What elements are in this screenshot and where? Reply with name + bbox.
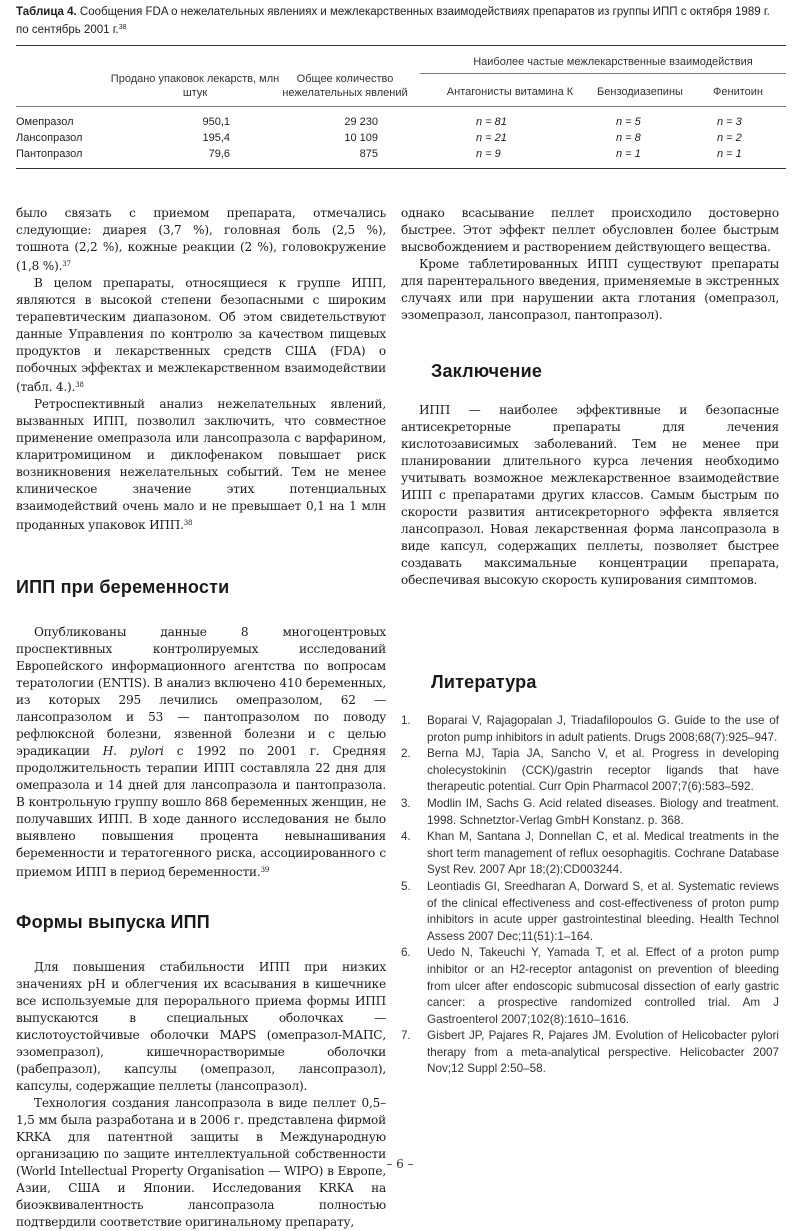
table-cell-vitk: n = 81 (476, 116, 507, 128)
table-header-rule (16, 106, 786, 107)
citation-ref: 38 (183, 519, 193, 527)
reference-number: 6. (401, 946, 411, 960)
paragraph-text: Опубликованы данные 8 многоцентровых проспективных контролируемых исследований Европейского информационного агентства по вопросам тератологии (ENTIS). В анализ включено 410 беременных, из которых 295 лечились омепразолом, 62 — лансопразолом и 53 — пантопразолом по поводу рефлюксной болезни, язвенной болезни и с целью эрадикации (16, 625, 386, 758)
reference-text: Modlin IM, Sachs G. Acid related diseases. Biology and treatment. 1998. Schnetztor-Verlag GmbH Konstanz. p. 368. (427, 796, 779, 827)
body-paragraph (401, 402, 779, 589)
table-cell-adverse: 10 109 (344, 132, 378, 144)
table-cell-vitk: n = 21 (476, 132, 507, 144)
table-cell-phenytoin: n = 3 (717, 116, 742, 128)
paragraph-text: Ретроспективный анализ нежелательных явлений, вызванных ИПП, позволил заключить, что совместное применение омепразола или лансопразола с варфарином, кларитромицином и диклофенаком повышает риск возникновения нежелательных событий. Тем не менее клиническое значение этих потенциальных взаимодействий очень мало и не превышает 0,1 на 1 млн проданных упаковок ИПП. (16, 397, 386, 532)
table-cell-drug: Лансопразол (16, 132, 83, 144)
reference-item (401, 746, 779, 796)
reference-number: 4. (401, 830, 411, 844)
reference-text: Boparai V, Rajagopalan J, Triadafilopoulos G. Guide to the use of proton pump inhibitors in adult patients. Drugs 2008;68(7):925–947. (427, 714, 779, 744)
section-heading-pregnancy: ИПП при беременности (16, 577, 230, 597)
section-heading-forms: Формы выпуска ИПП (16, 912, 210, 932)
table-cell-benzo: n = 1 (616, 148, 641, 160)
reference-text: Leontiadis GI, Sreedharan A, Dorward S, et al. Systematic reviews of the clinical effectiveness and cost-effectiveness of proton pump inhibitors in acute upper gastrointestinal bleeding. Health Technol Assess 2007 Dec;11(51):1–164. (427, 879, 779, 943)
table-cell-adverse: 29 230 (344, 116, 378, 128)
table-cell-phenytoin: n = 2 (717, 132, 742, 144)
reference-text: Gisbert JP, Pajares R, Pajares JM. Evolution of Helicobacter pylori therapy from a meta-analytical perspective. Helicobacter 2007 Nov;12 Suppl 2:50–58. (427, 1029, 779, 1076)
reference-item (401, 796, 779, 829)
citation-ref: 39 (260, 866, 270, 874)
section-heading-conclusion: Заключение (431, 361, 543, 381)
reference-item (401, 945, 779, 1028)
table-header-sold: Продано упаковок лекарств, млн штук (110, 73, 280, 99)
reference-text: Berna MJ, Tapia JA, Sancho V, et al. Progress in developing cholecystokinin (CCK)/gastrin receptor ligands that have therapeutic potential. Curr Opin Pharmacol 2007;7(6):583–592. (427, 747, 779, 794)
section-heading-references: Литература (431, 672, 537, 692)
table-cell-benzo: n = 8 (616, 132, 641, 144)
reference-item (401, 879, 779, 945)
paragraph-italic-term: H. pylori (102, 744, 164, 758)
table-cell-adverse: 875 (359, 148, 378, 160)
table-cell-sold: 195,4 (202, 132, 230, 144)
table-cell-sold: 79,6 (208, 148, 230, 160)
page-number: – 6 – (386, 1157, 414, 1171)
paragraph-text: было связать с приемом препарата, отмечались следующие: диарея (3,7 %), головная боль (2,5 %), тошнота (2,2 %), кожные реакции (2 %), головокружение (1,8 %). (16, 206, 386, 273)
paragraph-text: однако всасывание пеллет происходило достоверно быстрее. Этот эффект пеллет обусловлен более быстрым высвобождением и растворением действующего вещества. (401, 206, 779, 254)
right-column (401, 205, 779, 1078)
table-cell-phenytoin: n = 1 (717, 148, 742, 160)
table-caption (16, 5, 776, 38)
table-header-benzo: Бензодиазепины (597, 86, 683, 98)
table-top-rule (16, 45, 786, 46)
left-column (16, 205, 386, 1231)
table-cell-sold: 950,1 (202, 116, 230, 128)
table-cell-drug: Пантопразол (16, 148, 83, 160)
reference-text: Uedo N, Takeuchi Y, Yamada T, et al. Effect of a proton pump inhibitor or an H2-receptor antagonist on prevention of bleeding from ulcer after endoscopic submucosal dissection of early gastric cancer: a prospective randomized controlled trial. Am J Gastroenterol 2007;102(8):1610–1616. (427, 946, 779, 1026)
body-paragraph (401, 256, 779, 324)
table-header-interactions-group: Наиболее частые межлекарственные взаимодействия (473, 56, 753, 68)
table-caption-ref: 38 (118, 24, 127, 31)
paragraph-text: Кроме таблетированных ИПП существуют препараты для парентерального введения, применяемые в экстренных случаях или при нарушении акта глотания (омепразол, эзомепразол, лансопразол, пантопразол). (401, 257, 779, 322)
reference-number: 2. (401, 747, 411, 761)
table-group-rule (420, 73, 786, 74)
table-header-adverse: Общее количество нежелательных явлений (282, 73, 408, 99)
reference-item (401, 829, 779, 879)
table-cell-benzo: n = 5 (616, 116, 641, 128)
paragraph-text: Технология создания лансопразола в виде пеллет 0,5–1,5 мм была разработана и в 2006 г. представлена фирмой KRKA для патентной защиты в Международную организацию по защите интеллектуальной собственности (World Intellectual Property Organisation — WIPO) в Европе, Азии, США и Японии. Исследования KRKA на биоэквивалентность лансопразола полностью подтвердили соответствие оригинальному препарату, (16, 1096, 386, 1229)
citation-ref: 37 (62, 260, 71, 268)
body-paragraph (16, 959, 386, 1095)
reference-item (401, 713, 779, 746)
reference-text: Khan M, Santana J, Donnellan C, et al. Medical treatments in the short term management of reflux oesophagitis. Cochrane Database Syst Rev. 2007 Apr 18;(2):CD003244. (427, 830, 779, 877)
table-bottom-rule (16, 168, 786, 169)
reference-item (401, 1028, 779, 1078)
paragraph-text: В целом препараты, относящиеся к группе ИПП, являются в высокой степени безопасными с широким терапевтическим диапазоном. Об этом свидетельствуют данные Управления по контролю за качеством пищевых продуктов и лекарственных средств США (FDA) о побочных эффектах и межлекарственном взаимодействии (табл. 4.). (16, 276, 386, 394)
paragraph-text: с 1992 по 2001 г. Средняя продолжительность терапии ИПП составляла 22 дня для омепразола и 14 дней для лансопразола и пантопразола. В контрольную группу вошло 868 беременных женщин, не получавших ИПП. В ходе данного исследования не было выявлено повышения процента невынашивания беременности и тератогенного риска, ассоциированного с приемом ИПП в период беременности. (16, 744, 386, 879)
body-paragraph (16, 396, 386, 534)
body-paragraph (16, 624, 386, 881)
table-header-phenytoin: Фенитоин (713, 86, 763, 98)
reference-number: 5. (401, 879, 411, 893)
table-caption-label: Таблица 4. (16, 6, 77, 18)
paragraph-text: ИПП — наиболее эффективные и безопасные антисекреторные препараты для лечения кислотозависимых заболеваний. Тем не менее при планировании длительного курса лечения необходимо учитывать возможное межлекарственное взаимодействие ИПП с препаратами других классов. Самым быстрым по скорости развития антисекреторного эффекта является лансопразол. Новая лекарственная форма лансопразола в виде капсул, содержащих пеллеты, позволяет быстрее создавать максимальные концентрации препарата, обеспечивая высокую скорость купирования симптомов. (401, 403, 779, 587)
citation-ref: 38 (75, 381, 84, 389)
body-paragraph (16, 205, 386, 275)
table-caption-text: Сообщения FDA о нежелательных явлениях и межлекарственных взаимодействиях препаратов из группы ИПП с октября 1989 г. по сентябрь 2001 г. (16, 6, 770, 36)
paragraph-text: Для повышения стабильности ИПП при низких значениях pH и облегчения их всасывания в кишечнике все используемые для перорального приема формы ИПП выпускаются в специальных оболочках — кислотоустойчивые оболочки MAPS (омепразол-МАПС, эзомепразол), кишечнорастворимые оболочки (рабепразол), капсулы (омепразол, лансопразол), капсулы, содержащие пеллеты (лансопразол). (16, 960, 386, 1093)
reference-list (401, 713, 779, 1078)
table-header-vitk: Антагонисты витамина К (446, 86, 574, 98)
body-paragraph (401, 205, 779, 256)
table-cell-drug: Омепразол (16, 116, 74, 128)
reference-number: 7. (401, 1029, 411, 1043)
table-cell-vitk: n = 9 (476, 148, 501, 160)
reference-number: 3. (401, 796, 411, 810)
reference-number: 1. (401, 714, 411, 727)
body-paragraph (16, 275, 386, 396)
